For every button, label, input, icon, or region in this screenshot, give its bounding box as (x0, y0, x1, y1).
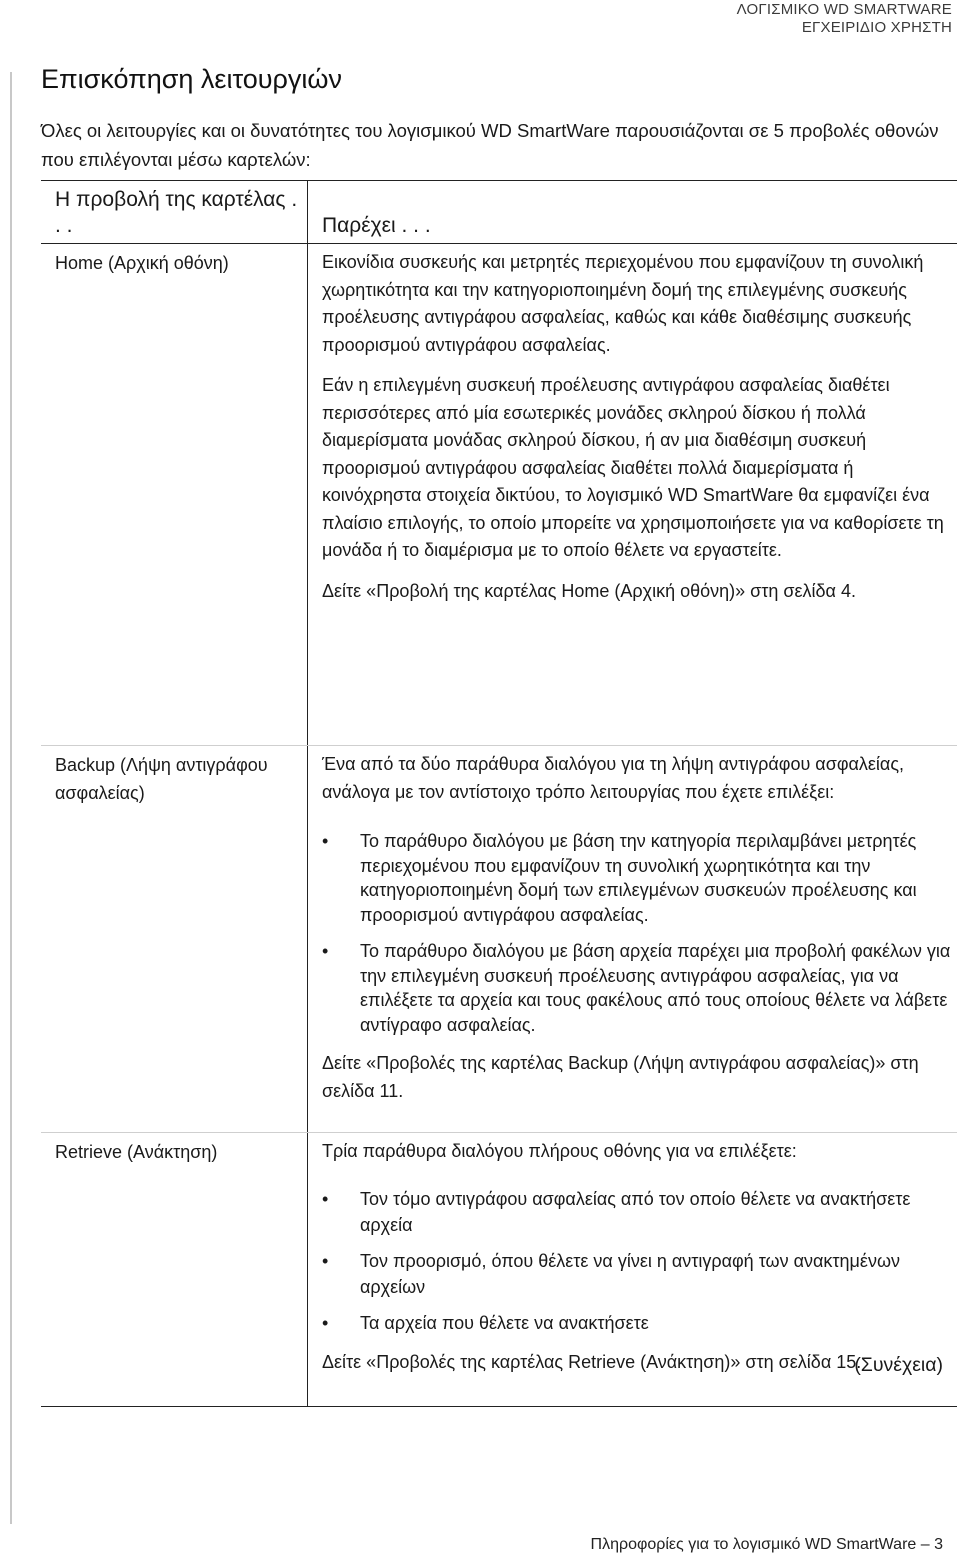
backup-category-mode: Το παράθυρο διαλόγου με βάση την κατηγορία περιλαμβάνει μετρητές περιεχομένου που εμφανίζουν τη συνολική χωρητικότητα και την κατηγοριοποιημένη δομή των επιλεγμένων συσκευών προέλευσης και προορισμού αντιγράφου ασφαλείας. (360, 831, 917, 925)
row-label-home: Home (Αρχική οθόνη) (55, 253, 229, 273)
backup-description: Ένα από τα δύο παράθυρα διαλόγου για τη λήψη αντιγράφου ασφαλείας, ανάλογα με τον αντίστοιχο τρόπο λειτουργίας που έχετε επιλέξει: (322, 754, 905, 802)
list-item (322, 829, 957, 927)
continued-label: (Συνέχεια) (854, 1354, 943, 1376)
retrieve-volume-step: Τον τόμο αντιγράφου ασφαλείας από τον οποίο θέλετε να ανακτήσετε αρχεία (360, 1188, 911, 1235)
col-header-provides: Παρέχει . . . (307, 181, 957, 243)
page-title: Επισκόπηση λειτουργιών (41, 64, 342, 94)
list-item (322, 1186, 957, 1238)
row-content-home (307, 244, 957, 745)
bullet-icon: • (322, 1250, 329, 1271)
list-item (322, 939, 957, 1037)
retrieve-description: Τρία παράθυρα διαλόγου πλήρους οθόνης για να επιλέξετε: (322, 1141, 797, 1161)
margin-rule (10, 72, 12, 1524)
home-reference-link[interactable]: Δείτε «Προβολή της καρτέλας Home (Αρχική οθόνη)» στη σελίδα 4. (322, 580, 856, 601)
header-product: ΛΟΓΙΣΜΙΚΟ WD SMARTWARE (736, 1, 952, 18)
bullet-icon: • (322, 831, 329, 851)
backup-reference-link[interactable]: Δείτε «Προβολές της καρτέλας Backup (Λήψη αντιγράφου ασφαλείας)» στη σελίδα 11. (322, 1053, 919, 1101)
retrieve-files-step: Τα αρχεία που θέλετε να ανακτήσετε (360, 1312, 649, 1333)
backup-files-mode: Το παράθυρο διαλόγου με βάση αρχεία παρέχει μια προβολή φακέλων για την επιλεγμένη συσκευή προέλευσης αντιγράφου ασφαλείας, για να επιλέξετε τα αρχεία και τους φακέλους από τους οποίους θέλετε να λάβετε αντίγραφο ασφαλείας. (360, 941, 951, 1035)
row-content-backup (307, 746, 957, 1132)
features-table (41, 180, 957, 1407)
bullet-icon: • (322, 1188, 329, 1209)
bullet-icon: • (322, 1312, 329, 1333)
header-doc-type: ΕΓΧΕΙΡΙΔΙΟ ΧΡΗΣΤΗ (801, 19, 952, 36)
row-label-retrieve: Retrieve (Ανάκτηση) (55, 1142, 218, 1162)
page-footer: Πληροφορίες για το λογισμικό WD SmartWare – 3 (590, 1536, 943, 1553)
col-header-tab-view: Η προβολή της καρτέλας . . . (55, 188, 298, 237)
retrieve-reference-link[interactable]: Δείτε «Προβολές της καρτέλας Retrieve (Ανάκτηση)» στη σελίδα 15. (322, 1351, 862, 1372)
table-header-row (41, 180, 957, 244)
table-row-home (41, 244, 957, 745)
table-row-retrieve (41, 1132, 957, 1407)
home-partitions-note: Εάν η επιλεγμένη συσκευή προέλευσης αντιγράφου ασφαλείας διαθέτει περισσότερες από μία εσωτερικές μονάδες σκληρού δίσκου ή πολλά διαμερίσματα μονάδας σκληρού δίσκου, ή αν μια διαθέσιμη συσκευή προορισμού αντιγράφου ασφαλείας διαθέτει πολλά διαμερίσματα ή κοινόχρηστα στοιχεία δικτύου, το λογισμικό WD SmartWare θα εμφανίζει ένα πλαίσιο επιλογής, το οποίο μπορείτε να χρησιμοποιήσετε για να καθορίσετε τη μονάδα ή το διαμέρισμα με το οποίο θέλετε να εργαστείτε. (322, 375, 944, 560)
list-item (322, 1310, 957, 1336)
bullet-icon: • (322, 941, 329, 961)
retrieve-destination-step: Τον προορισμό, όπου θέλετε να γίνει η αντιγραφή των ανακτημένων αρχείων (360, 1250, 900, 1297)
retrieve-steps-list (322, 1186, 957, 1336)
intro-paragraph: Όλες οι λειτουργίες και οι δυνατότητες του λογισμικού WD SmartWare παρουσιάζονται σε 5 προβολές οθονών που επιλέγονται μέσω καρτελών: (41, 120, 939, 170)
table-row-backup (41, 745, 957, 1132)
home-description: Εικονίδια συσκευής και μετρητές περιεχομένου που εμφανίζουν τη συνολική χωρητικότητα και την κατηγοριοποιημένη δομή της επιλεγμένης συσκευής προέλευσης αντιγράφου ασφαλείας, καθώς και κάθε διαθέσιμης συσκευής προορισμού αντιγράφου ασφαλείας. (322, 252, 924, 355)
running-header (737, 1, 952, 37)
backup-modes-list (322, 829, 957, 1037)
list-item (322, 1248, 957, 1300)
row-label-backup: Backup (Λήψη αντιγράφου ασφαλείας) (55, 755, 268, 803)
